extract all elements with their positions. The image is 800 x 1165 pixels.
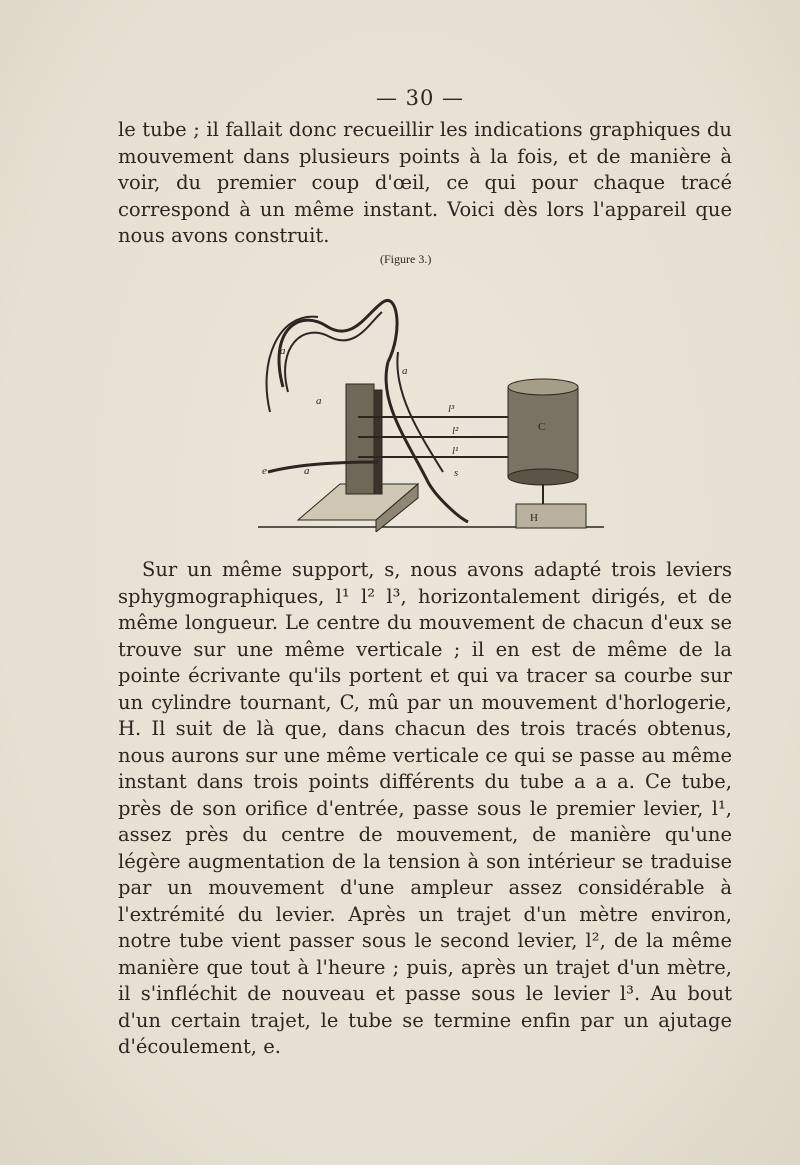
page-number: — 30 —	[375, 86, 465, 110]
label-l1: l¹	[452, 445, 459, 457]
label-a2: a	[402, 365, 408, 377]
paragraph-top-text: le tube ; il fallait donc recueillir les indications graphiques du mouvement dans plusieurs points à la fois, et de manière à voir, du premier coup d'œil, ce qui pour chaque tracé correspond à un même instant. Voici dès lors l'appareil que nous avons construit.	[118, 118, 732, 247]
label-l2: l²	[452, 425, 459, 437]
label-H: H	[530, 512, 538, 524]
paragraph-top	[118, 117, 732, 250]
label-a1: a	[280, 345, 286, 357]
label-s: s	[454, 467, 459, 479]
apparatus-illustration	[258, 292, 604, 532]
apparatus-figure	[258, 292, 604, 532]
label-a3: a	[316, 395, 322, 407]
label-e: e	[262, 465, 267, 477]
paragraph-bottom-text: Sur un même support, s, nous avons adapté trois leviers sphygmographiques, l¹ l² l³, horizontalement dirigés, et de même longueur. Le centre du mouvement de chacun d'eux se trouve sur une même verticale ; il en est de même de la pointe écrivante qu'ils portent et qui va tracer sa courbe sur un cylindre tournant, C, mû par un mouvement d'horlogerie, H. Il suit de là que, dans chacun des trois tracés obtenus, nous aurons sur une même verticale ce qui se passe au même instant dans trois points différents du tube a a a. Ce tube, près de son orifice d'entrée, passe sous le premier levier, l¹, assez près du centre de mouvement, de manière qu'une légère augmentation de la tension à son intérieur se traduise par un mouvement d'une ampleur assez considérable à l'extrémité du levier. Après un trajet d'un mètre environ, notre tube vient passer sous le second levier, l², de la même manière que tout à l'heure ; puis, après un trajet d'un mètre, il s'infléchit de nouveau et passe sous le levier l³. Au bout d'un certain trajet, le tube se termine enfin par un ajutage d'écoulement, e.	[118, 558, 732, 1058]
label-l3: l³	[448, 403, 455, 415]
label-a4: a	[304, 465, 310, 477]
figure-caption: (Figure 3.)	[380, 252, 432, 266]
label-C: C	[538, 421, 546, 433]
paragraph-bottom	[118, 557, 732, 1061]
